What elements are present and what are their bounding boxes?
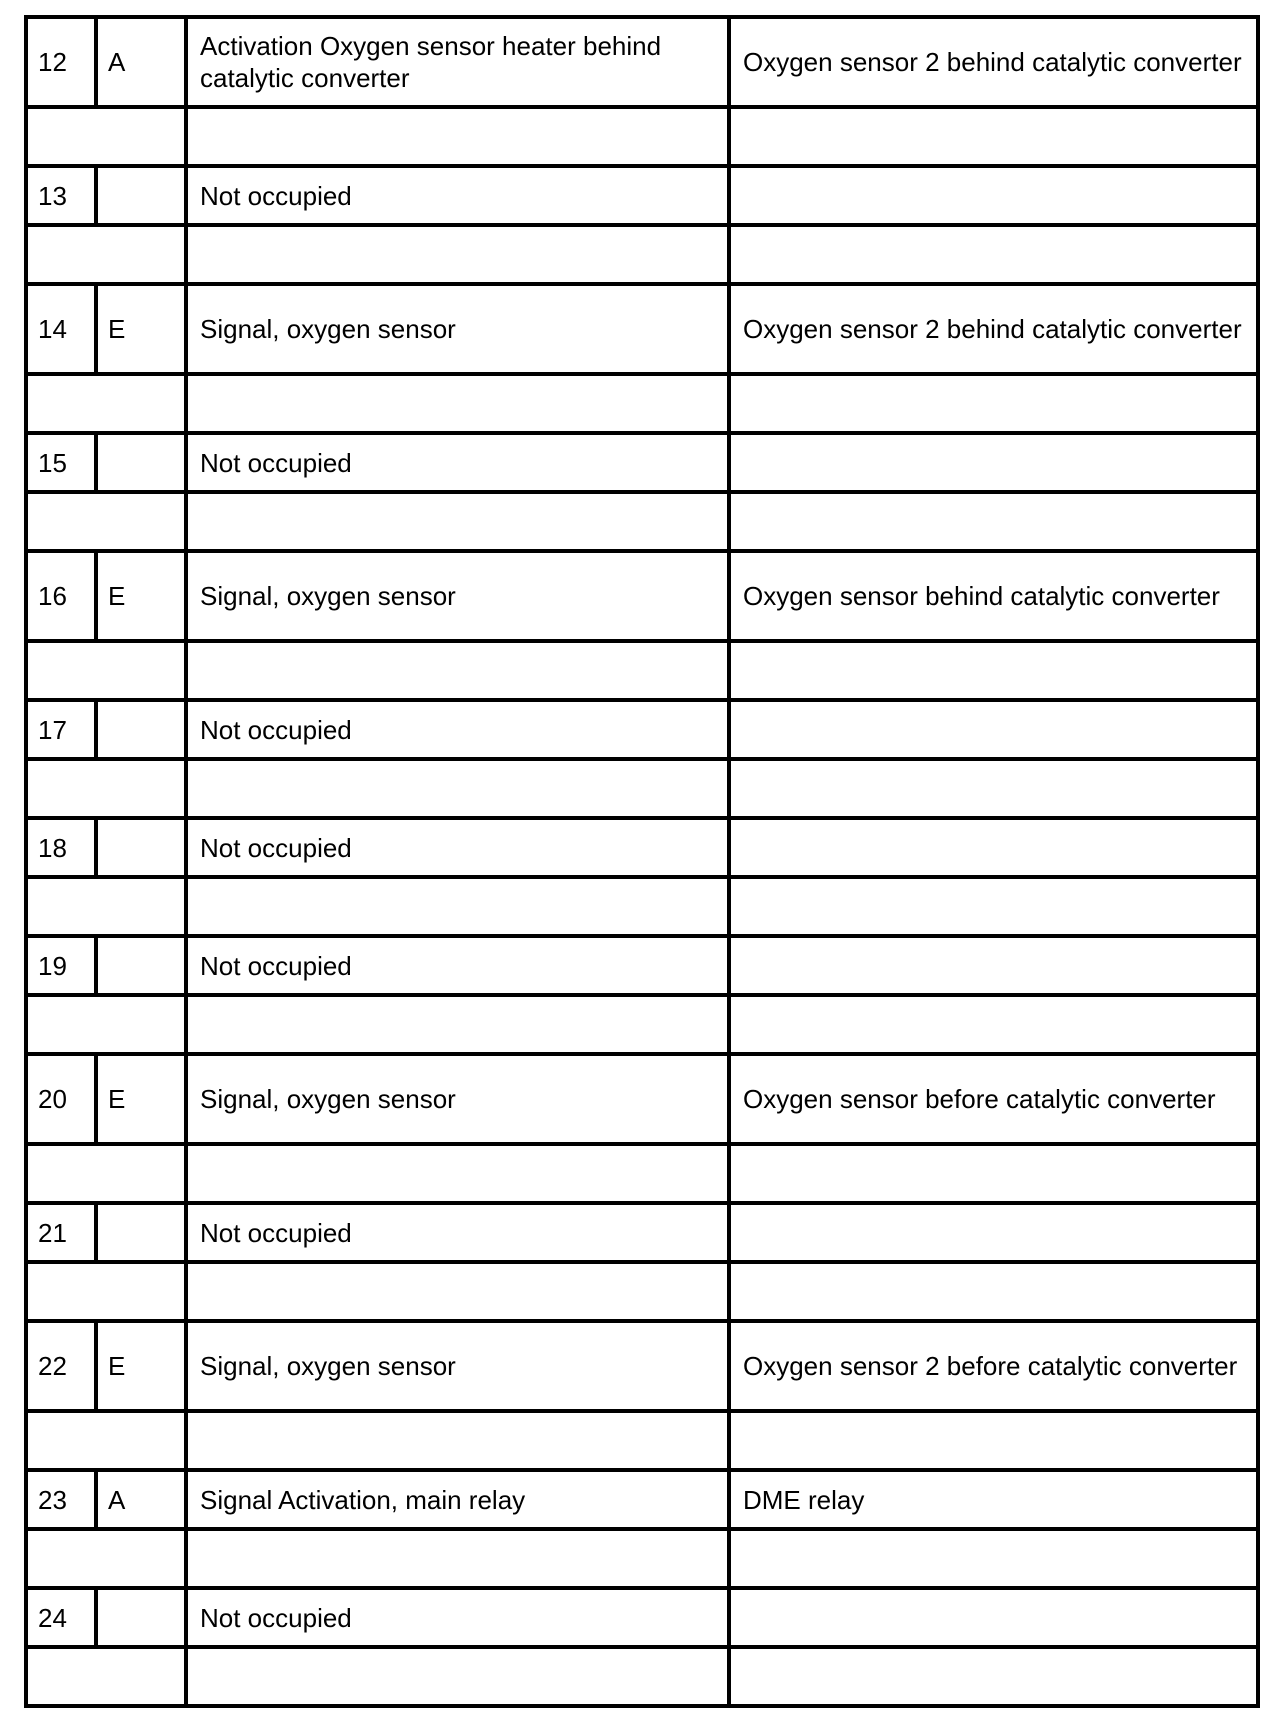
spacer-row (26, 1529, 1258, 1588)
description-cell: Signal, oxygen sensor (186, 551, 729, 641)
component-cell: DME relay (729, 1470, 1258, 1529)
spacer-cell (26, 641, 186, 700)
description-cell: Not occupied (186, 1203, 729, 1262)
spacer-cell (26, 995, 186, 1054)
spacer-cell (186, 1262, 729, 1321)
component-cell (729, 166, 1258, 225)
spacer-cell (26, 759, 186, 818)
description-cell: Signal, oxygen sensor (186, 284, 729, 374)
spacer-cell (729, 759, 1258, 818)
spacer-cell (186, 107, 729, 166)
table-row (26, 17, 1258, 107)
signal-type-cell: E (96, 1321, 186, 1411)
component-cell (729, 1203, 1258, 1262)
spacer-cell (26, 1262, 186, 1321)
pin-number-cell: 16 (26, 551, 96, 641)
spacer-cell (186, 492, 729, 551)
signal-type-cell (96, 936, 186, 995)
pin-assignment-table (24, 15, 1260, 1708)
signal-type-cell: A (96, 1470, 186, 1529)
spacer-row (26, 877, 1258, 936)
spacer-cell (186, 759, 729, 818)
table-row (26, 818, 1258, 877)
component-cell (729, 433, 1258, 492)
component-cell: Oxygen sensor before catalytic converter (729, 1054, 1258, 1144)
spacer-cell (729, 877, 1258, 936)
signal-type-cell (96, 700, 186, 759)
spacer-cell (729, 492, 1258, 551)
spacer-cell (186, 1144, 729, 1203)
spacer-cell (186, 1529, 729, 1588)
description-cell: Not occupied (186, 433, 729, 492)
component-cell: Oxygen sensor 2 behind catalytic converter (729, 17, 1258, 107)
spacer-cell (729, 1411, 1258, 1470)
spacer-row (26, 492, 1258, 551)
description-cell: Not occupied (186, 818, 729, 877)
spacer-cell (729, 107, 1258, 166)
table-row (26, 551, 1258, 641)
spacer-cell (729, 1144, 1258, 1203)
description-cell: Activation Oxygen sensor heater behind catalytic converter (186, 17, 729, 107)
signal-type-cell (96, 1203, 186, 1262)
spacer-row (26, 995, 1258, 1054)
pin-number-cell: 12 (26, 17, 96, 107)
table-row (26, 1321, 1258, 1411)
component-cell: Oxygen sensor 2 before catalytic converter (729, 1321, 1258, 1411)
pin-number-cell: 19 (26, 936, 96, 995)
signal-type-cell: E (96, 284, 186, 374)
table-row (26, 1203, 1258, 1262)
spacer-row (26, 641, 1258, 700)
signal-type-cell: E (96, 551, 186, 641)
spacer-cell (26, 1411, 186, 1470)
table-row (26, 936, 1258, 995)
pin-number-cell: 13 (26, 166, 96, 225)
pin-number-cell: 18 (26, 818, 96, 877)
pin-number-cell: 21 (26, 1203, 96, 1262)
spacer-row (26, 1262, 1258, 1321)
signal-type-cell (96, 1588, 186, 1647)
spacer-row (26, 1411, 1258, 1470)
spacer-cell (729, 1262, 1258, 1321)
spacer-cell (186, 641, 729, 700)
description-cell: Signal, oxygen sensor (186, 1054, 729, 1144)
signal-type-cell (96, 818, 186, 877)
spacer-cell (186, 1647, 729, 1706)
pin-number-cell: 23 (26, 1470, 96, 1529)
signal-type-cell: A (96, 17, 186, 107)
spacer-cell (186, 1411, 729, 1470)
spacer-cell (26, 1529, 186, 1588)
table-row (26, 284, 1258, 374)
spacer-row (26, 1647, 1258, 1706)
table-row (26, 166, 1258, 225)
spacer-row (26, 759, 1258, 818)
signal-type-cell (96, 433, 186, 492)
spacer-cell (186, 374, 729, 433)
description-cell: Signal, oxygen sensor (186, 1321, 729, 1411)
pin-number-cell: 22 (26, 1321, 96, 1411)
spacer-cell (186, 995, 729, 1054)
spacer-row (26, 1144, 1258, 1203)
table-row (26, 1588, 1258, 1647)
pin-number-cell: 15 (26, 433, 96, 492)
spacer-cell (26, 225, 186, 284)
spacer-cell (186, 225, 729, 284)
spacer-cell (186, 877, 729, 936)
spacer-row (26, 374, 1258, 433)
table-row (26, 700, 1258, 759)
description-cell: Signal Activation, main relay (186, 1470, 729, 1529)
description-cell: Not occupied (186, 936, 729, 995)
spacer-cell (729, 1647, 1258, 1706)
component-cell: Oxygen sensor 2 behind catalytic converter (729, 284, 1258, 374)
signal-type-cell: E (96, 1054, 186, 1144)
spacer-row (26, 107, 1258, 166)
description-cell: Not occupied (186, 700, 729, 759)
pin-number-cell: 20 (26, 1054, 96, 1144)
component-cell (729, 818, 1258, 877)
spacer-cell (26, 374, 186, 433)
component-cell: Oxygen sensor behind catalytic converter (729, 551, 1258, 641)
spacer-cell (729, 374, 1258, 433)
spacer-cell (729, 995, 1258, 1054)
signal-type-cell (96, 166, 186, 225)
component-cell (729, 936, 1258, 995)
spacer-cell (26, 1144, 186, 1203)
spacer-cell (26, 1647, 186, 1706)
spacer-cell (26, 877, 186, 936)
spacer-cell (729, 641, 1258, 700)
description-cell: Not occupied (186, 1588, 729, 1647)
pin-number-cell: 14 (26, 284, 96, 374)
spacer-row (26, 225, 1258, 284)
component-cell (729, 1588, 1258, 1647)
component-cell (729, 700, 1258, 759)
spacer-cell (26, 107, 186, 166)
description-cell: Not occupied (186, 166, 729, 225)
pin-number-cell: 17 (26, 700, 96, 759)
spacer-cell (729, 1529, 1258, 1588)
spacer-cell (729, 225, 1258, 284)
table-row (26, 1054, 1258, 1144)
table-row (26, 433, 1258, 492)
pin-number-cell: 24 (26, 1588, 96, 1647)
spacer-cell (26, 492, 186, 551)
table-row (26, 1470, 1258, 1529)
